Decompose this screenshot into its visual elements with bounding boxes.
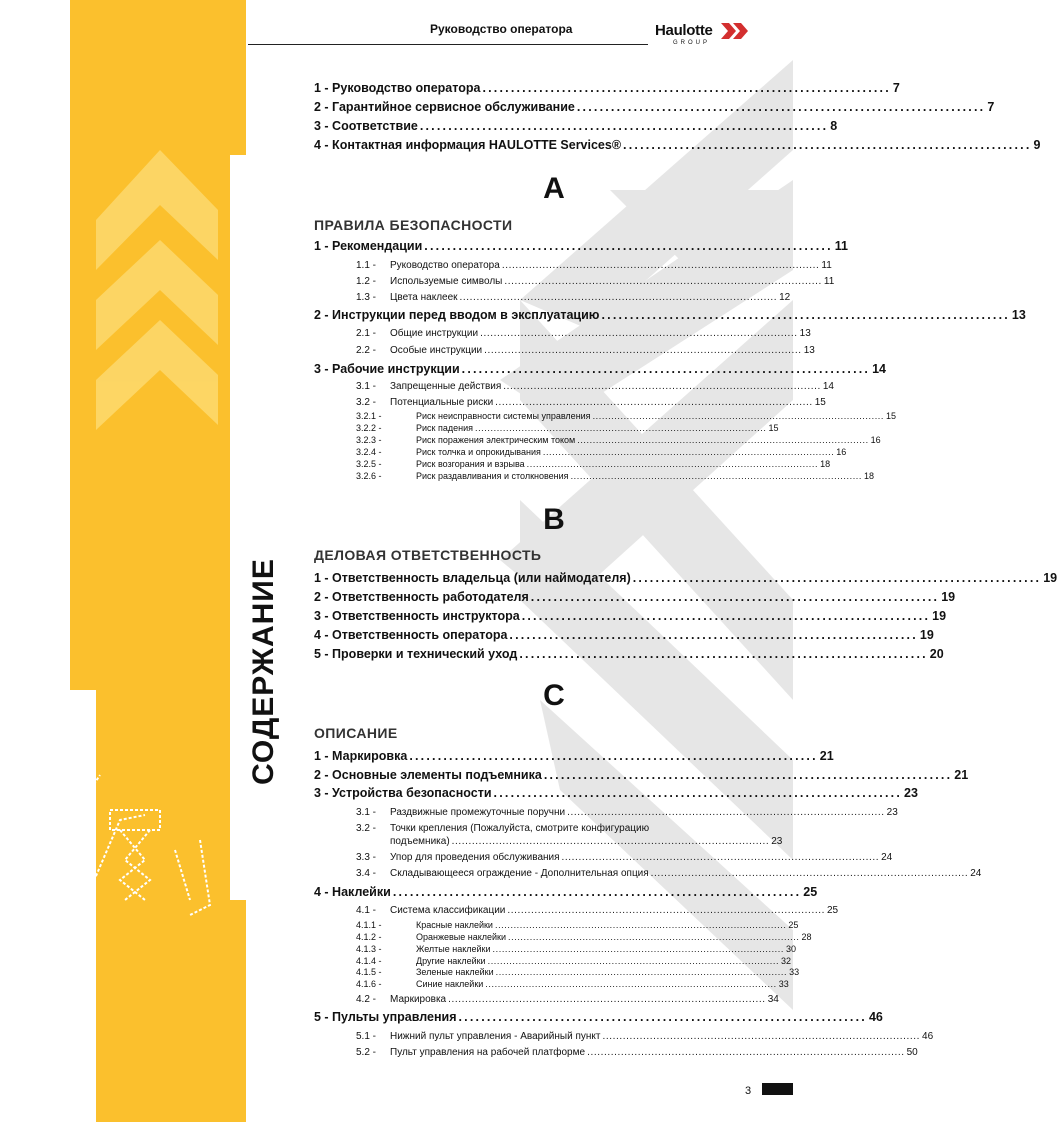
toc-subentry-number: 5.2 - <box>356 1047 377 1058</box>
toc-entry[interactable] <box>314 1010 883 1024</box>
toc-subentry-label: Потенциальные риски <box>390 397 494 408</box>
toc-subsubentry-page: 16 <box>870 435 881 445</box>
toc-subentry-number: 3.1 - <box>356 807 377 818</box>
leader-dots: .............................................................................................. <box>504 276 822 287</box>
toc-subentry-number: 3.2 - <box>356 823 377 834</box>
toc-subentry-page: 24 <box>970 868 982 879</box>
toc-subentry-label: Раздвижные промежуточные поручни <box>390 807 566 818</box>
toc-entry[interactable] <box>314 786 918 800</box>
toc-subentry-number: 1.1 - <box>356 260 377 271</box>
haulotte-logo <box>655 20 765 50</box>
toc-entry[interactable] <box>314 308 1026 322</box>
leader-dots: ........................................................................ <box>543 768 953 782</box>
leader-dots: .............................................................................................. <box>508 932 800 942</box>
toc-subentry-number: 3.4 - <box>356 868 377 879</box>
toc-subentry[interactable] <box>356 905 839 916</box>
toc-subentry-label: Система классификации <box>390 905 506 916</box>
leader-dots: ........................................................................ <box>521 609 931 623</box>
leader-dots: .............................................................................................. <box>451 836 770 847</box>
toc-subsubentry-label: Риск неисправности системы управления <box>416 411 591 421</box>
section-letter: A <box>543 172 565 205</box>
toc-subentry[interactable] <box>356 260 832 271</box>
leader-dots: ........................................................................ <box>519 647 928 661</box>
toc-subentry-number: 4.1 - <box>356 905 377 916</box>
toc-subentry-label: Точки крепления (Пожалуйста, смотрите конфигурацию <box>390 823 650 834</box>
leader-dots: ........................................................................ <box>424 239 833 253</box>
toc-subentry[interactable] <box>356 1031 934 1042</box>
toc-subentry-label: Руководство оператора <box>390 260 500 271</box>
leader-dots: ........................................................................ <box>601 308 1010 322</box>
toc-subentry-number: 4.2 - <box>356 994 377 1005</box>
toc-entry-page: 9 <box>1033 138 1041 152</box>
leader-dots: ........................................................................ <box>632 571 1042 585</box>
toc-subentry-label: Нижний пульт управления - Аварийный пункт <box>390 1031 601 1042</box>
toc-entry-page: 19 <box>919 628 934 642</box>
toc-entry-label: 4 - Контактная информация HAULOTTE Services® <box>314 138 622 152</box>
toc-subentry[interactable] <box>356 807 898 818</box>
toc-subentry-page: 23 <box>771 836 783 847</box>
toc-subsubentry-number: 4.1.4 - <box>356 956 382 966</box>
toc-subentry-number: 3.1 - <box>356 381 377 392</box>
leader-dots: .............................................................................................. <box>495 397 813 408</box>
toc-subentry[interactable] <box>356 328 811 339</box>
toc-entry[interactable] <box>314 119 838 133</box>
toc-subsubentry-label: Риск толчка и опрокидывания <box>416 447 541 457</box>
toc-entry-label: 4 - Наклейки <box>314 885 391 899</box>
toc-entry-page: 19 <box>1043 571 1057 585</box>
toc-subentry-label: Запрещенные действия <box>390 381 502 392</box>
toc-entry[interactable] <box>314 609 947 623</box>
toc-subsubentry-label: Красные наклейки <box>416 920 493 930</box>
toc-entry-page: 46 <box>868 1010 883 1024</box>
toc-subentry-continuation[interactable] <box>356 836 783 847</box>
toc-subentry[interactable] <box>356 381 834 392</box>
toc-entry[interactable] <box>314 749 834 763</box>
toc-subentry-number: 1.3 - <box>356 292 377 303</box>
toc-subentry-page: 12 <box>779 292 791 303</box>
toc-subentry[interactable] <box>356 1047 918 1058</box>
section-letter: C <box>543 679 565 712</box>
toc-subsubentry-page: 33 <box>789 967 800 977</box>
toc-entry[interactable] <box>314 590 956 604</box>
leader-dots: .............................................................................................. <box>494 920 787 930</box>
leader-dots: ........................................................................ <box>530 590 940 604</box>
toc-subsubentry-label: Зеленые наклейки <box>416 967 494 977</box>
toc-entry[interactable] <box>314 100 995 114</box>
leader-dots: ........................................................................ <box>419 119 829 133</box>
leader-dots: .............................................................................................. <box>474 423 767 433</box>
leader-dots: .............................................................................................. <box>561 852 880 863</box>
toc-subsubentry-label: Риск падения <box>416 423 473 433</box>
leader-dots: .............................................................................................. <box>587 1047 905 1058</box>
toc-subentry-page: 24 <box>881 852 893 863</box>
toc-subsubentry-label: Риск раздавливания и столкновения <box>416 471 569 481</box>
toc-entry-page: 13 <box>1011 308 1026 322</box>
toc-subentry-label: Общие инструкции <box>390 328 479 339</box>
leader-dots: .............................................................................................. <box>485 979 777 989</box>
toc-subentry-page: 11 <box>823 276 835 287</box>
leader-dots: .............................................................................................. <box>480 328 798 339</box>
page-number: 3 <box>745 1085 752 1097</box>
toc-subsubentry[interactable] <box>356 459 831 469</box>
leader-dots: ........................................................................ <box>509 628 918 642</box>
toc-entry[interactable] <box>314 138 1041 152</box>
toc-entry-label: 3 - Ответственность инструктора <box>314 609 520 623</box>
toc-subsubentry[interactable] <box>356 944 796 954</box>
toc-subsubentry-page: 25 <box>788 920 799 930</box>
toc-subsubentry[interactable] <box>356 435 881 445</box>
toc-entry-label: 2 - Ответственность работодателя <box>314 590 529 604</box>
toc-subsubentry[interactable] <box>356 956 792 966</box>
leader-dots: ........................................................................ <box>482 81 891 95</box>
toc-subentry-page: 15 <box>814 397 826 408</box>
leader-dots: .............................................................................................. <box>507 905 825 916</box>
toc-subentry-page: 13 <box>803 345 815 356</box>
leader-dots: .............................................................................................. <box>487 956 780 966</box>
toc-subentry-page: 50 <box>906 1047 918 1058</box>
toc-subentry-page: 34 <box>767 994 779 1005</box>
toc-entry-label: 3 - Устройства безопасности <box>314 786 492 800</box>
header-rule <box>248 44 648 45</box>
section-title: ДЕЛОВАЯ ОТВЕТСТВЕННОСТЬ <box>314 547 542 563</box>
toc-subsubentry[interactable] <box>356 411 897 421</box>
toc-entry-page: 7 <box>987 100 995 114</box>
toc-subsubentry[interactable] <box>356 471 875 481</box>
toc-subentry-page: 13 <box>799 328 811 339</box>
toc-entry-page: 8 <box>830 119 838 133</box>
toc-subentry-page: 11 <box>821 260 832 271</box>
logo-wordmark: Haulotte <box>655 22 713 39</box>
toc-entry-label: 1 - Рекомендации <box>314 239 423 253</box>
toc-entry-page: 25 <box>803 885 818 899</box>
toc-entry-page: 19 <box>932 609 947 623</box>
toc-subentry[interactable] <box>356 345 815 356</box>
toc-subsubentry-page: 16 <box>836 447 847 457</box>
toc-subsubentry-number: 3.2.1 - <box>356 411 382 421</box>
page-number-bar <box>762 1083 793 1095</box>
leader-dots: .............................................................................................. <box>503 381 821 392</box>
toc-subsubentry-page: 30 <box>785 944 796 954</box>
toc-entry[interactable] <box>314 768 969 782</box>
toc-subentry-number: 3.3 - <box>356 852 377 863</box>
section-letter: B <box>543 503 565 536</box>
toc-subentry-label: Упор для проведения обслуживания <box>390 852 560 863</box>
toc-subsubentry-number: 4.1.2 - <box>356 932 382 942</box>
logo-group-text: GROUP <box>673 40 711 46</box>
chevron-logo-icon <box>719 22 753 40</box>
leader-dots: .............................................................................................. <box>650 868 969 879</box>
leader-dots: .............................................................................................. <box>484 345 802 356</box>
toc-entry-page: 14 <box>872 362 886 376</box>
toc-subentry-label: Маркировка <box>390 994 447 1005</box>
toc-entry-label: 2 - Гарантийное сервисное обслуживание <box>314 100 575 114</box>
toc-subsubentry-number: 4.1.1 - <box>356 920 382 930</box>
toc-subsubentry-page: 28 <box>801 932 812 942</box>
toc-subentry-number: 2.2 - <box>356 345 377 356</box>
toc-subentry-label: Цвета наклеек <box>390 292 458 303</box>
leader-dots: .............................................................................................. <box>501 260 820 271</box>
toc-entry-page: 11 <box>834 239 848 253</box>
toc-subsubentry-label: Синие наклейки <box>416 979 484 989</box>
toc-subentry-label: Особые инструкции <box>390 345 483 356</box>
toc-subentry-number: 5.1 - <box>356 1031 377 1042</box>
toc-entry-label: 5 - Пульты управления <box>314 1010 457 1024</box>
header-title: Руководство оператора <box>430 22 573 36</box>
toc-subsubentry[interactable] <box>356 447 847 457</box>
leader-dots: ........................................................................ <box>493 786 902 800</box>
toc-entry-label: 1 - Маркировка <box>314 749 408 763</box>
vertical-title: СОДЕРЖАНИЕ <box>247 558 280 785</box>
toc-subsubentry-number: 3.2.5 - <box>356 459 382 469</box>
toc-subentry[interactable] <box>356 852 893 863</box>
toc-subentry-number: 2.1 - <box>356 328 377 339</box>
toc-subsubentry-label: Другие наклейки <box>416 956 486 966</box>
leader-dots: ........................................................................ <box>409 749 818 763</box>
toc-subsubentry[interactable] <box>356 920 799 930</box>
toc-subsubentry-page: 15 <box>886 411 897 421</box>
toc-subsubentry-page: 15 <box>768 423 779 433</box>
toc-subsubentry-number: 4.1.5 - <box>356 967 382 977</box>
toc-subsubentry-label: Риск поражения электрическим током <box>416 435 576 445</box>
leader-dots: .............................................................................................. <box>567 807 885 818</box>
section-title: ОПИСАНИЕ <box>314 725 398 741</box>
toc-entry-label: 1 - Руководство оператора <box>314 81 481 95</box>
leader-dots: ........................................................................ <box>623 138 1032 152</box>
leader-dots: .............................................................................................. <box>602 1031 921 1042</box>
leader-dots: .............................................................................................. <box>459 292 778 303</box>
toc-subsubentry-number: 3.2.4 - <box>356 447 382 457</box>
toc-entry-label: 3 - Рабочие инструкции <box>314 362 460 376</box>
toc-entry[interactable] <box>314 647 944 661</box>
toc-subentry[interactable] <box>356 868 982 879</box>
toc-subsubentry-page: 18 <box>820 459 831 469</box>
toc-entry[interactable] <box>314 81 900 95</box>
toc-subsubentry-number: 4.1.6 - <box>356 979 382 989</box>
leader-dots: .............................................................................................. <box>526 459 819 469</box>
toc-entry-page: 23 <box>904 786 918 800</box>
toc-subentry-label: Пульт управления на рабочей платформе <box>390 1047 586 1058</box>
section-title: ПРАВИЛА БЕЗОПАСНОСТИ <box>314 217 513 233</box>
leader-dots: .............................................................................................. <box>542 447 835 457</box>
toc-entry-label: 4 - Ответственность оператора <box>314 628 508 642</box>
leader-dots: .............................................................................................. <box>448 994 766 1005</box>
toc-subsubentry-number: 3.2.3 - <box>356 435 382 445</box>
toc-subentry-page: 23 <box>886 807 898 818</box>
toc-subsubentry[interactable] <box>356 423 779 433</box>
leader-dots: .............................................................................................. <box>577 435 869 445</box>
toc-entry-page: 19 <box>941 590 956 604</box>
toc-entry[interactable] <box>314 239 848 253</box>
toc-subentry-number: 3.2 - <box>356 397 377 408</box>
toc-subsubentry-number: 3.2.2 - <box>356 423 382 433</box>
leader-dots: ........................................................................ <box>458 1010 867 1024</box>
toc-entry-label: 5 - Проверки и технический уход <box>314 647 518 661</box>
toc-entry[interactable] <box>314 885 818 899</box>
toc-subsubentry-page: 18 <box>864 471 875 481</box>
leader-dots: .............................................................................................. <box>495 967 788 977</box>
toc-subsubentry-number: 3.2.6 - <box>356 471 382 481</box>
toc-entry-page: 20 <box>929 647 944 661</box>
toc-subentry-page: 25 <box>826 905 839 916</box>
toc-entry-page: 21 <box>954 768 969 782</box>
toc-subsubentry-label: Риск возгорания и взрыва <box>416 459 525 469</box>
toc-subsubentry-label: Оранжевые наклейки <box>416 932 507 942</box>
toc-subentry-label: Используемые символы <box>390 276 503 287</box>
toc-entry[interactable] <box>314 362 886 376</box>
toc-subentry[interactable] <box>356 994 779 1005</box>
leader-dots: .............................................................................................. <box>570 471 863 481</box>
toc-subentry[interactable] <box>356 276 835 287</box>
toc-subsubentry-number: 4.1.3 - <box>356 944 382 954</box>
toc-entry-label: 3 - Соответствие <box>314 119 418 133</box>
toc-subentry-page: 14 <box>822 381 834 392</box>
toc-subentry-label: Складывающееся ограждение - Дополнительная опция <box>390 868 649 879</box>
toc-subentry-label: подъемника) <box>390 836 450 847</box>
toc-subentry-page: 46 <box>922 1031 934 1042</box>
toc-entry[interactable] <box>314 571 1057 585</box>
toc-subsubentry[interactable] <box>356 967 800 977</box>
toc-subsubentry[interactable] <box>356 979 789 989</box>
toc-subsubentry-page: 32 <box>781 956 792 966</box>
toc-entry-label: 2 - Инструкции перед вводом в эксплуатацию <box>314 308 600 322</box>
toc-entry-page: 7 <box>892 81 900 95</box>
toc-entry-label: 2 - Основные элементы подъемника <box>314 768 542 782</box>
toc-subentry-number: 1.2 - <box>356 276 377 287</box>
leader-dots: ........................................................................ <box>461 362 871 376</box>
toc-subsubentry-label: Желтые наклейки <box>416 944 491 954</box>
toc-subentry[interactable] <box>356 292 791 303</box>
toc-subsubentry[interactable] <box>356 932 812 942</box>
toc-subentry[interactable] <box>356 823 730 834</box>
toc-subentry[interactable] <box>356 397 826 408</box>
toc-entry-label: 1 - Ответственность владельца (или наймодателя) <box>314 571 631 585</box>
leader-dots: ........................................................................ <box>392 885 802 899</box>
toc-subsubentry-page: 33 <box>778 979 789 989</box>
toc-entry[interactable] <box>314 628 934 642</box>
toc-entry-page: 21 <box>819 749 834 763</box>
leader-dots: .............................................................................................. <box>492 944 784 954</box>
leader-dots: .............................................................................................. <box>592 411 885 421</box>
leader-dots: ........................................................................ <box>576 100 986 114</box>
